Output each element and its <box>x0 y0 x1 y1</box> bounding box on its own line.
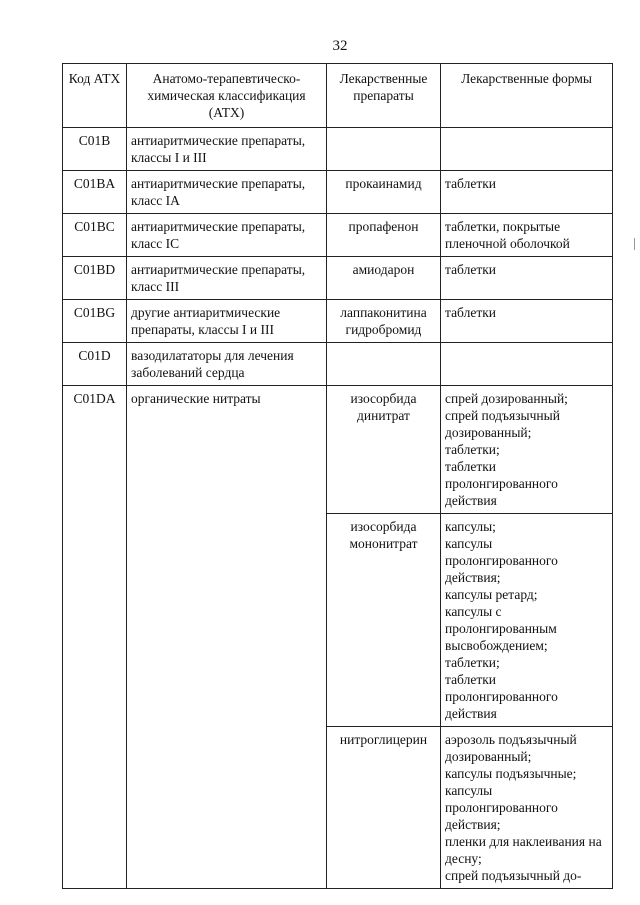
drug-name <box>327 128 441 171</box>
atx-code: C01BC <box>63 214 127 257</box>
drug-forms: таблетки <box>441 257 613 300</box>
header-atx-code: Код АТХ <box>63 64 127 128</box>
drug-forms <box>441 343 613 386</box>
drug-form-item: таблетки пролонгированного действия <box>445 672 558 721</box>
drug-form-item: аэрозоль подъязычный дозированный; <box>445 732 577 764</box>
drug-forms <box>441 128 613 171</box>
drug-forms: таблетки <box>441 300 613 343</box>
atx-classification: органические нитраты <box>127 386 327 889</box>
atx-drug-table <box>62 63 613 889</box>
drug-name: пропафенон <box>327 214 441 257</box>
atx-code: C01BG <box>63 300 127 343</box>
drug-forms: таблетки, покрытые пленочной оболочкой <box>441 214 613 257</box>
drug-name: амиодарон <box>327 257 441 300</box>
drug-form-item: таблетки; <box>445 655 500 670</box>
header-drugs: Лекарственные препараты <box>327 64 441 128</box>
atx-classification: антиаритмические препараты, классы I и III <box>127 128 327 171</box>
drug-forms <box>441 386 613 514</box>
drug-form-item: пленки для наклеивания на десну; <box>445 834 602 866</box>
atx-classification: антиаритмические препараты, класс III <box>127 257 327 300</box>
atx-classification: антиаритмические препараты, класс IA <box>127 171 327 214</box>
drug-form-item: капсулы пролонгированного действия; <box>445 536 558 585</box>
atx-classification: вазодилататоры для лечения заболеваний сердца <box>127 343 327 386</box>
header-classification: Анатомо-терапевтическо-химическая классификация (АТХ) <box>127 64 327 128</box>
atx-code: C01DA <box>63 386 127 889</box>
drug-name: прокаинамид <box>327 171 441 214</box>
drug-name: лаппаконитина гидробромид <box>327 300 441 343</box>
drug-form-item: таблетки; <box>445 442 500 457</box>
drug-forms <box>441 727 613 889</box>
drug-form-item: спрей подъязычный до- <box>445 868 582 883</box>
table-row <box>63 386 613 514</box>
drug-form-item: капсулы пролонгированного действия; <box>445 783 558 832</box>
header-forms: Лекарственные формы <box>441 64 613 128</box>
table-row <box>63 128 613 171</box>
page-number: 32 <box>332 38 348 54</box>
drug-name <box>327 343 441 386</box>
drug-forms: таблетки <box>441 171 613 214</box>
table-row <box>63 343 613 386</box>
table-row <box>63 257 613 300</box>
drug-forms <box>441 514 613 727</box>
drug-name: изосорбида мононитрат <box>327 514 441 727</box>
drug-form-item: капсулы; <box>445 519 496 534</box>
table-row <box>63 214 613 257</box>
table-row <box>63 300 613 343</box>
drug-form-item: капсулы ретард; <box>445 587 538 602</box>
atx-code: C01BA <box>63 171 127 214</box>
drug-form-item: спрей дозированный; <box>445 391 568 406</box>
drug-form-item: таблетки пролонгированного действия <box>445 459 558 508</box>
atx-code: C01BD <box>63 257 127 300</box>
atx-code: C01B <box>63 128 127 171</box>
drug-name: изосорбида динитрат <box>327 386 441 514</box>
scan-artifact-mark <box>634 238 635 250</box>
drug-form-item: капсулы с пролонгированным высвобождением; <box>445 604 557 653</box>
table-row <box>63 171 613 214</box>
drug-name: нитроглицерин <box>327 727 441 889</box>
atx-classification: другие антиаритмические препараты, классы I и III <box>127 300 327 343</box>
table-header-row <box>63 64 613 128</box>
atx-code: C01D <box>63 343 127 386</box>
drug-form-item: спрей подъязычный дозированный; <box>445 408 560 440</box>
drug-form-item: капсулы подъязычные; <box>445 766 577 781</box>
atx-classification: антиаритмические препараты, класс IC <box>127 214 327 257</box>
